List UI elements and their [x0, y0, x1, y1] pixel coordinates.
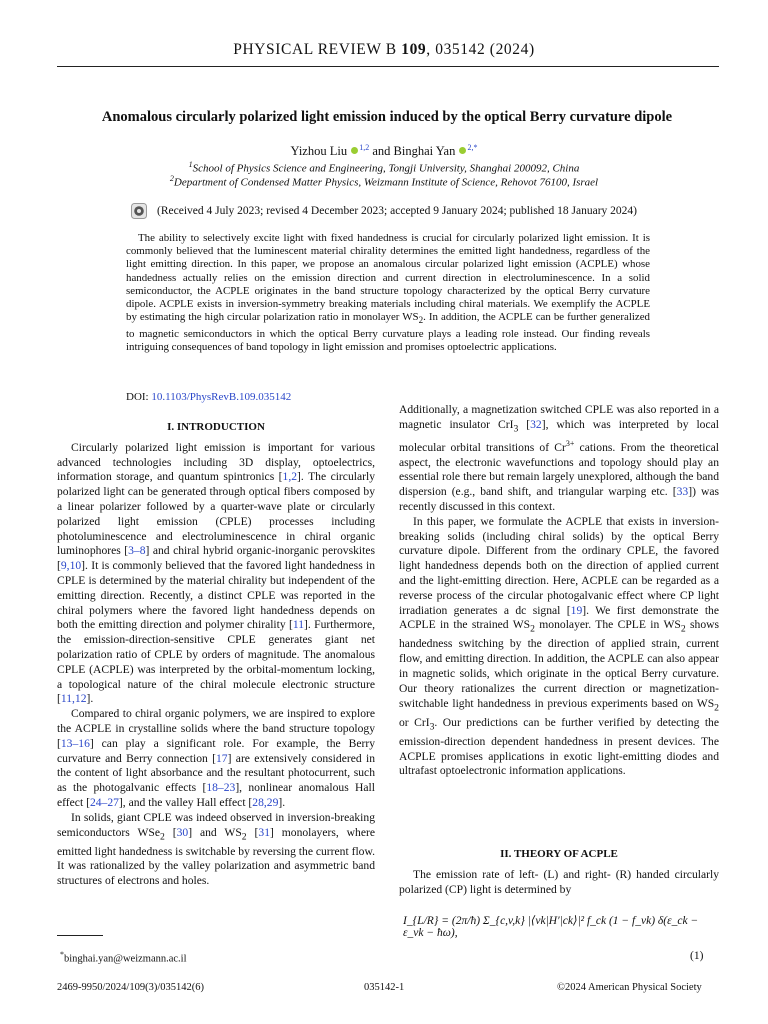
affiliation-1-text: School of Physics Science and Engineering, Tongji University, Shanghai 200092, China	[192, 162, 580, 175]
section-heading: I. INTRODUCTION	[167, 421, 265, 433]
author-2: Binghai Yan	[393, 144, 456, 158]
citation-link[interactable]: 30	[176, 825, 189, 839]
subscript: 2	[418, 315, 424, 326]
theory-text: The emission rate of left- (L) and right- (R) handed circularly polarized (CP) light is determined by	[399, 868, 719, 896]
article-number: , 035142 (2024)	[426, 41, 535, 58]
citation-link[interactable]: 13–16	[60, 736, 90, 750]
corresponding-email: binghai.yan@weizmann.ac.il	[64, 953, 187, 965]
section-heading: II. THEORY OF ACPLE	[500, 848, 618, 860]
section-2	[399, 847, 719, 868]
paragraph	[399, 868, 719, 898]
author-separator: and	[369, 144, 394, 158]
author-1-affil[interactable]: 1,2	[359, 143, 370, 152]
crossmark-icon[interactable]	[131, 203, 147, 219]
header-rule	[57, 66, 719, 67]
journal-name: PHYSICAL REVIEW B	[233, 41, 397, 58]
paragraph: In this paper, we formulate the ACPLE that exists in inversion-breaking solids (including chiral solids) by the optical Berry curvature dipole. Different from the ordinary CPLE, the favored light handedness depends both on the direction of applied current and the light-emitting direction. Here, ACPLE can be regarded as a reverse process of the circular photogalvanic effect where CP light irradiation generates a dc signal [19]. We first demonstrate the ACPLE in the strained $WS_2$ monolayer. The CPLE in $WS_2$ shows handedness switching by the direction of applied strain, current flow, and emitting direction. In addition, the ACPLE can also appear in magnetic solids, which originate in the optical Berry curvature. Our theory rationalizes the current direction or magnetization-switchable light handedness in previous experiments based on $WS_2$ or CrI$_3$. Our predictions can be further verified by detecting the emission-direction dependent handedness in present devices. The ACPLE promises applications in exotic light-emitting diodes and ultrafast optoelectronic information applications.	[399, 514, 719, 778]
abstract-text-cont: . In addition, the ACPLE can be further generalized to magnetic semiconductors in which the optical Berry curvature plays a leading role instead. Our finding reveals intriguing consequences of band topology in light emission and promises optoelectric applications.	[126, 311, 651, 353]
orcid-icon[interactable]	[351, 147, 358, 154]
citation-link[interactable]: 32	[530, 417, 542, 431]
left-column	[57, 420, 375, 889]
affiliation-2-number: 2	[169, 174, 174, 183]
citation-link[interactable]: 11	[292, 618, 305, 632]
citation-link[interactable]: 31	[258, 825, 270, 839]
affiliation-2-text: Department of Condensed Matter Physics, Weizmann Institute of Science, Rehovot 76100, Israel	[173, 176, 599, 189]
running-header	[0, 41, 768, 59]
affiliation-1-number: 1	[188, 160, 193, 169]
footer-issn: 2469-9950/2024/109(3)/035142(6)	[57, 982, 204, 993]
doi-line	[126, 391, 291, 403]
citation-link[interactable]: 18–23	[206, 781, 236, 795]
citation-link[interactable]: 33	[676, 485, 689, 499]
footnote	[60, 950, 187, 965]
affiliation-1	[0, 160, 768, 175]
citation-link[interactable]: 9,10	[60, 559, 82, 573]
affiliation-2	[0, 174, 768, 189]
citation-link[interactable]: 17	[216, 751, 228, 765]
author-1: Yizhou Liu	[290, 144, 348, 158]
paper-title: Anomalous circularly polarized light emission induced by the optical Berry curvature dipole	[101, 109, 673, 125]
citation-link[interactable]: 3–8	[128, 544, 146, 558]
footnote-mark: *	[60, 950, 64, 959]
right-column	[399, 403, 719, 779]
paragraph: Circularly polarized light emission is important for various advanced technologies including 3D display, optoelectrics, information storage, and quantum spintronics [1,2]. The circularly polarized light can be generated through optical fibers composed by a linear polarizer followed by a quarter-wave plate or circularly polarized light emission (CPLE) processes including photoluminescence and electroluminescence in chiral organic luminophores [3–8] and chiral hybrid organic-inorganic perovskites [9,10]. It is commonly believed that the favored light handedness in CPLE is determined by the material chirality but independent of the emitting direction. Recently, a distinct CPLE was reported in the chiral polymers where the favored light handedness depends on both the emitting direction and polymer chirality [11]. Furthermore, the emission-direction-sensitive CPLE generates giant net polarization ratio of CPLE by orders of magnitude. The anomalous CPLE (ACPLE) was interpreted by the orbital-momentum locking, a topological nature of the chiral molecule electronic structure [11,12].	[57, 440, 375, 706]
doi-link[interactable]: 10.1103/PhysRevB.109.035142	[151, 391, 292, 403]
equation-number: (1)	[690, 950, 704, 962]
paragraph: Additionally, a magnetization switched CPLE was also reported in a magnetic insulator CrI$_3$ [32], which was interpreted by local molecular orbital transitions of $Cr^{3+}$ cations. From the theoretical aspect, the electronic wavefunctions and topology should play an essential role there but remain largely unexplored, although the band dispersion (e.g., band shift, and triangular warping etc. [33]) was recently discussed in this context.	[399, 403, 719, 513]
author-2-affil[interactable]: 2,*	[467, 143, 478, 152]
received-dates: (Received 4 July 2023; revised 4 December 2023; accepted 9 January 2024; published 18 January 2024)	[157, 205, 637, 217]
doi-label: DOI:	[126, 391, 152, 403]
abstract-text: The ability to selectively excite light with fixed handedness is crucial for circularly polarized light emission. It is commonly believed that the luminescent material chirality determines the emitted light handedness, regardless of the light emitting direction. In this paper, we propose an anomalous circular polarized light emission (ACPLE) whose handedness actually relies on the emission direction and current direction in electroluminescence. In a solid semiconductor, the ACPLE originates in the band structure topology characterized by the optical Berry curvature dipole. ACPLE exists in inversion-symmetry breaking materials including chiral materials. We exemplify the ACPLE by estimating the high circular polarization ratio in monolayer WS	[126, 232, 650, 324]
footnote-rule	[57, 935, 103, 936]
orcid-icon[interactable]	[459, 147, 466, 154]
citation-link[interactable]: 11,12	[60, 692, 87, 706]
volume: 109	[401, 41, 427, 58]
footer-page-number: 035142-1	[364, 982, 405, 993]
paragraph: Compared to chiral organic polymers, we are inspired to explore the ACPLE in crystalline solids where the band structure topology [13–16] can play a significant role. For example, the Berry curvature and Berry connection [17] are extensively considered in the content of light absorbance and the resultant photocurrent, such as the photogalvanic effects [18–23], nonlinear anomalous Hall effect [24–27], and the valley Hall effect [28,29].	[57, 707, 375, 809]
footer-copyright: ©2024 American Physical Society	[557, 982, 702, 993]
citation-link[interactable]: 24–27	[89, 795, 119, 809]
citation-link[interactable]: 1,2	[282, 470, 298, 484]
citation-link[interactable]: 19	[570, 603, 583, 617]
equation: I_{L/R} = (2π/ħ) Σ_{c,v,k} |⟨vk|H′|ck⟩|² f_ck (1 − f_vk) δ(ε_ck − ε_vk − ħω),	[403, 915, 699, 939]
citation-link[interactable]: 28,29	[252, 795, 279, 809]
abstract	[126, 232, 650, 354]
author-list	[0, 143, 768, 159]
paragraph: In solids, giant CPLE was indeed observed in inversion-breaking semiconductors WSe$_2$ [30] and $WS_2$ [31] monolayers, where emitted light handedness is switchable by reversing the current flow. It was rationalized by the valley polarization and asymmetric band structures of electrons and holes.	[57, 810, 375, 888]
